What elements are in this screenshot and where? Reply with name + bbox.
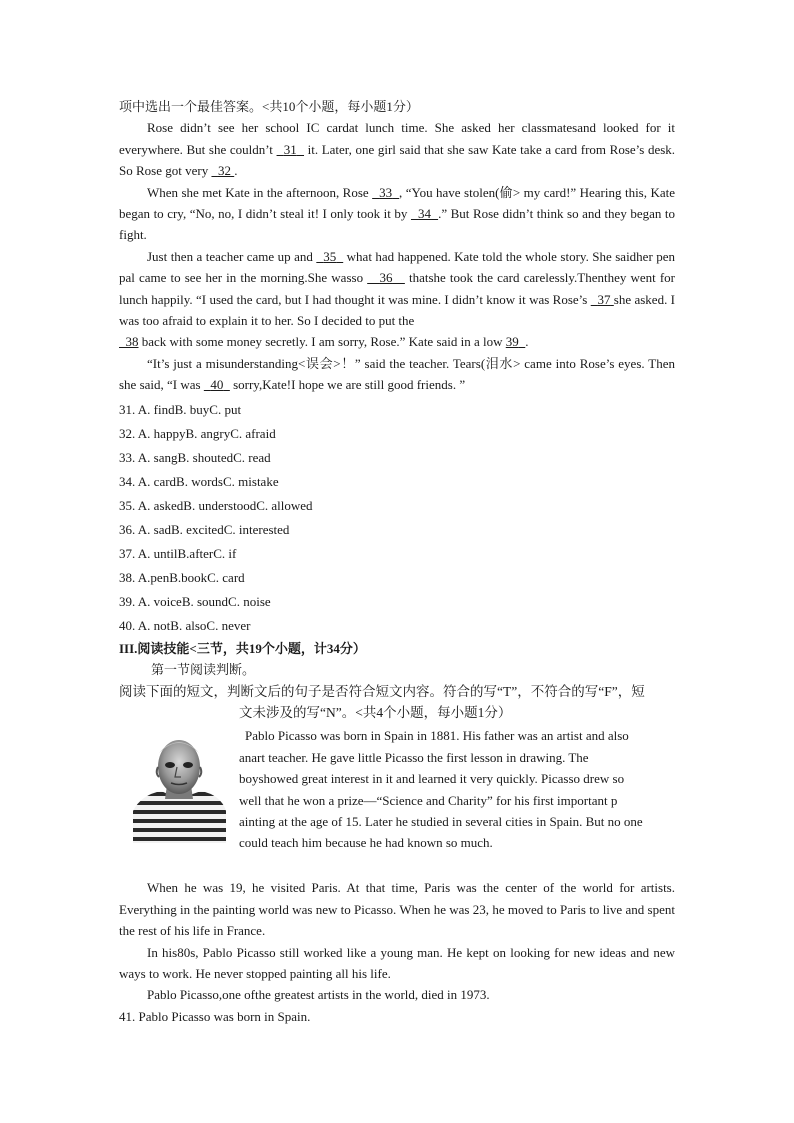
cloze-paragraph-4: 38 back with some money secretly. I am sorry, Rose.” Kate said in a low 39 . — [119, 331, 675, 352]
subsection-title: 第一节阅读判断。 — [151, 662, 256, 678]
question-41: 41. Pablo Picasso was born in Spain. — [119, 1008, 311, 1024]
intro-line-4: well that he won a prize—“Science and Charity” for his first important p — [239, 792, 618, 808]
intro-line-5: ainting at the age of 15. Later he studied in several cities in Spain. But no one — [239, 813, 643, 829]
option-line-36: 36. A. sadB. excitedC. interested — [119, 521, 290, 537]
intro-line-6: could teach him because he had known so much. — [239, 835, 493, 851]
reading-paragraph-4: Pablo Picasso,one ofthe greatest artists in the world, died in 1973. — [147, 987, 490, 1003]
option-line-39: 39. A. voiceB. soundC. noise — [119, 593, 271, 609]
blank-37: 37 — [597, 291, 611, 307]
cloze-paragraph-1: Rose didn’t see her school IC cardat lunch time. She asked her classmatesand looked for it everywhere. But she couldn’t 31 it. Later, one girl said that she saw Kate take a card from Rose’s desk. So Rose got very 32 . — [119, 120, 676, 179]
blank-35: 35 — [323, 248, 337, 264]
option-line-38: 38. A.penB.bookC. card — [119, 569, 245, 585]
option-line-32: 32. A. happyB. angryC. afraid — [119, 425, 276, 441]
blank-34: 34 — [418, 206, 432, 222]
intro-line-2: anart teacher. He gave little Picasso the first lesson in drawing. The — [239, 749, 589, 765]
picasso-portrait-image — [131, 729, 228, 843]
blank-40: 40 — [210, 377, 224, 393]
blank-32: 32 — [217, 163, 231, 179]
instruction-line-2: 文未涉及的写“N”。<共4个小题，每小题1分） — [239, 704, 512, 720]
answer-options — [119, 398, 675, 638]
intro-line-3: boyshowed great interest in it and learned it very quickly. Picasso drew so — [239, 771, 625, 787]
reading-intro-text — [239, 725, 659, 853]
cloze-paragraph-3: Just then a teacher came up and 35 what had happened. Kate told the whole story. She saidher pen pal came to see her in the morning.She wasso 36 thatshe took the card carelessly.Thenthey went for lunch happily. “I used the card, but I had thought it was mine. I didn’t know it was Rose’s 37 she asked. I was too afraid to explain it to her. So I decided to put the — [119, 248, 676, 329]
blank-38: 38 — [125, 334, 139, 350]
intro-line-1: Pablo Picasso was born in Spain in 1881. His father was an artist and also — [245, 728, 629, 744]
option-line-37: 37. A. untilB.afterC. if — [119, 545, 237, 561]
blank-36: 36 — [379, 270, 393, 286]
reading-paragraph-2: When he was 19, he visited Paris. At that time, Paris was the center of the world for artists. Everything in the painting world was new to Picasso. When he was 23, he moved to Paris to live and spent the rest of his life in France. — [119, 880, 675, 939]
option-line-40: 40. A. notB. alsoC. never — [119, 617, 251, 633]
option-line-33: 33. A. sangB. shoutedC. read — [119, 449, 271, 465]
option-line-35: 35. A. askedB. understoodC. allowed — [119, 497, 313, 513]
option-line-31: 31. A. findB. buyC. put — [119, 401, 242, 417]
reading-intro-block — [119, 725, 675, 877]
reading-paragraph-3: In his80s, Pablo Picasso still worked like a young man. He kept on looking for new ideas and new ways to work. He never stopped painting all his life. — [119, 944, 675, 981]
section-intro: 项中选出一个最佳答案。<共10个小题，每小题1分） — [119, 99, 419, 114]
cloze-paragraph-2: When she met Kate in the afternoon, Rose 33 , “You have stolen(偷> my card!” Hearing this, Kate began to cry, “No, no, I didn’t steal it! I only took it by 34 .” But Rose didn’t think so and they began to fight. — [119, 184, 676, 243]
section-heading: III.阅读技能<三节，共19个小题，计34分） — [119, 640, 366, 656]
blank-33: 33 — [379, 184, 393, 200]
document-page — [119, 96, 675, 1027]
option-line-34: 34. A. cardB. wordsC. mistake — [119, 473, 279, 489]
blank-31: 31 — [283, 141, 297, 157]
cloze-paragraph-5: “It’s just a misunderstanding<误会>！” said the teacher. Tears(泪水> came into Rose’s eyes. Then she said, “I was 40 sorry,Kate!I hope we are still good friends. ” — [119, 355, 675, 393]
instruction-line-1: 阅读下面的短文，判断文后的句子是否符合短文内容。符合的写“T”，不符合的写“F”，短 — [119, 683, 645, 699]
blank-39: 39 — [505, 334, 519, 350]
